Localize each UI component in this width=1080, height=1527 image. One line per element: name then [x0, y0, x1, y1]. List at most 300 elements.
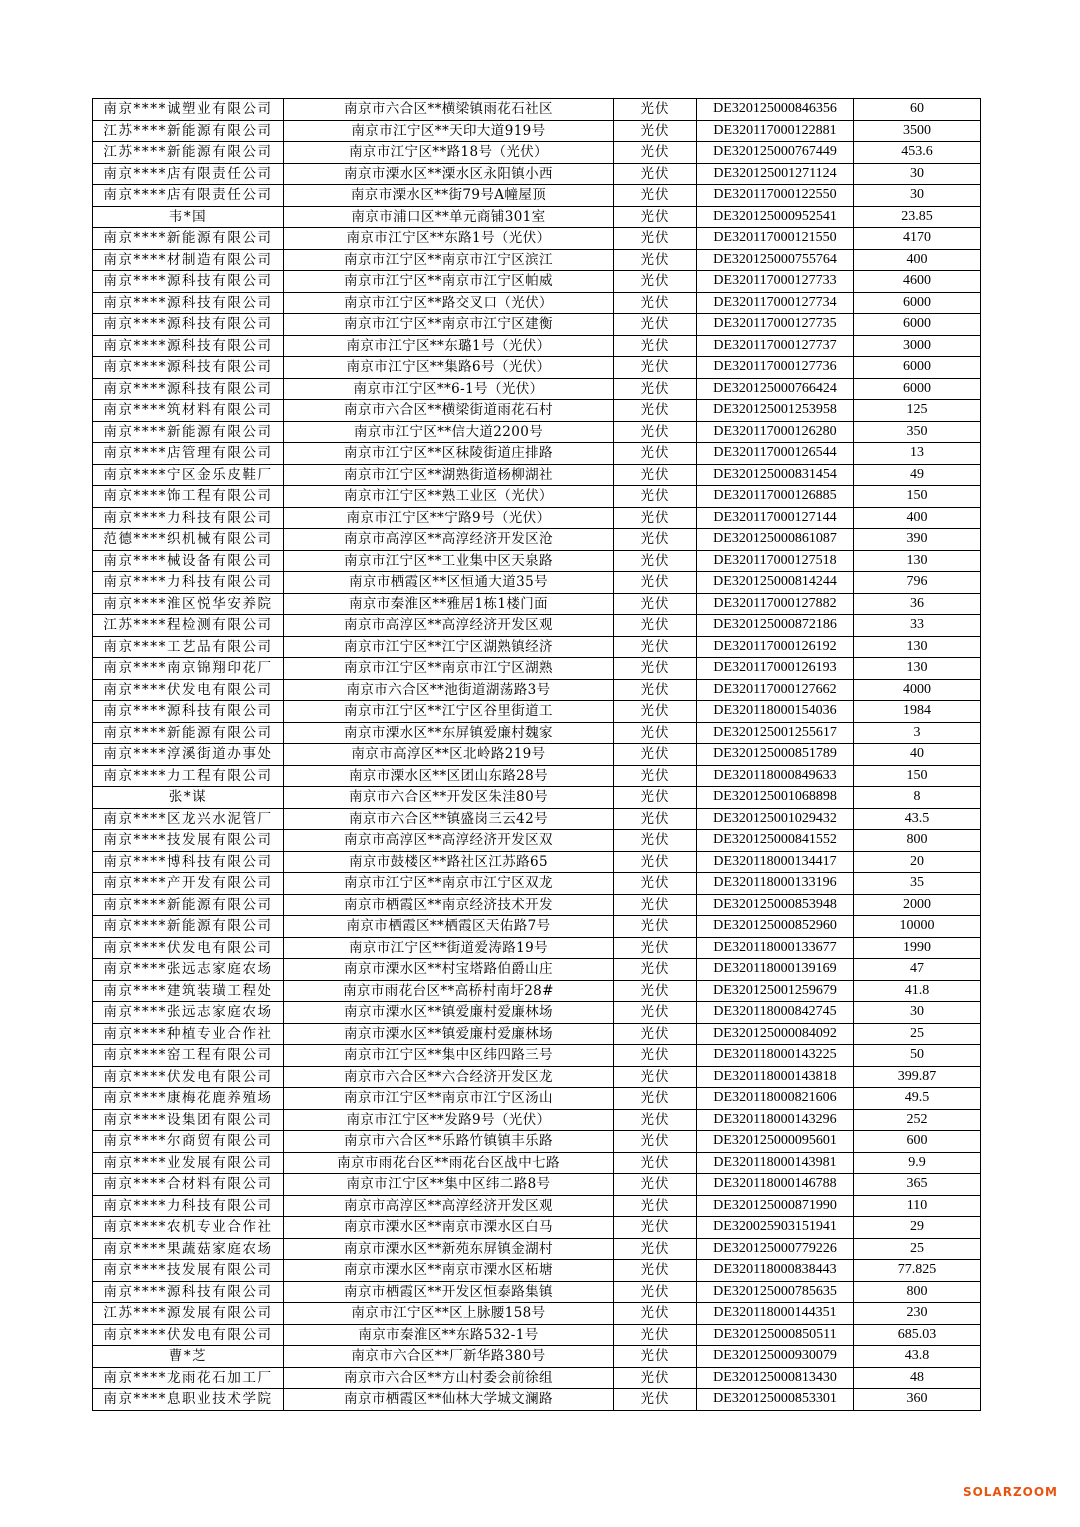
energy-type-cell: 光伏 [614, 894, 697, 916]
table-row [93, 1066, 981, 1088]
address-cell: 南京市高淳区**高淳经济开发区观 [284, 615, 614, 637]
energy-type-cell: 光伏 [614, 335, 697, 357]
owner-name-cell: 南京****店有限责任公司 [93, 163, 284, 185]
owner-name-cell: 南京****技发展有限公司 [93, 830, 284, 852]
owner-name-cell: 南京****店管理有限公司 [93, 443, 284, 465]
address-cell: 南京市雨花台区**雨花台区战中七路 [284, 1152, 614, 1174]
capacity-cell: 25 [854, 1238, 981, 1260]
owner-name-cell: 南京****区龙兴水泥管厂 [93, 808, 284, 830]
owner-name-cell: 江苏****源发展有限公司 [93, 1303, 284, 1325]
energy-type-cell: 光伏 [614, 701, 697, 723]
unit-id-cell: DE320125000785635 [697, 1281, 854, 1303]
unit-id-cell: DE320125000853948 [697, 894, 854, 916]
unit-id-cell: DE320118000134417 [697, 851, 854, 873]
unit-id-cell: DE320125000779226 [697, 1238, 854, 1260]
address-cell: 南京市六合区**乐路竹镇镇丰乐路 [284, 1131, 614, 1153]
capacity-cell: 25 [854, 1023, 981, 1045]
table-row [93, 1346, 981, 1368]
address-cell: 南京市六合区**开发区朱洼80号 [284, 787, 614, 809]
energy-type-cell: 光伏 [614, 314, 697, 336]
address-cell: 南京市高淳区**区北岭路219号 [284, 744, 614, 766]
address-cell: 南京市江宁区**东路1号（光伏） [284, 228, 614, 250]
address-cell: 南京市溧水区**镇爱廉村爱廉林场 [284, 1023, 614, 1045]
table-row [93, 271, 981, 293]
owner-name-cell: 南京****业发展有限公司 [93, 1152, 284, 1174]
energy-type-cell: 光伏 [614, 1131, 697, 1153]
owner-name-cell: 南京****新能源有限公司 [93, 228, 284, 250]
owner-name-cell: 南京****宁区金乐皮鞋厂 [93, 464, 284, 486]
table-row [93, 443, 981, 465]
unit-id-cell: DE320117000122881 [697, 120, 854, 142]
table-row [93, 593, 981, 615]
table-row [93, 400, 981, 422]
energy-type-cell: 光伏 [614, 1238, 697, 1260]
capacity-cell: 390 [854, 529, 981, 551]
address-cell: 南京市六合区**镇盛岗三云42号 [284, 808, 614, 830]
unit-id-cell: DE320025903151941 [697, 1217, 854, 1239]
address-cell: 南京市江宁区**南京市江宁区帕威 [284, 271, 614, 293]
table-row [93, 1324, 981, 1346]
energy-type-cell: 光伏 [614, 1367, 697, 1389]
table-row [93, 980, 981, 1002]
unit-id-cell: DE320117000127737 [697, 335, 854, 357]
capacity-cell: 23.85 [854, 206, 981, 228]
energy-type-cell: 光伏 [614, 744, 697, 766]
owner-name-cell: 南京****伏发电有限公司 [93, 1066, 284, 1088]
energy-type-cell: 光伏 [614, 529, 697, 551]
energy-type-cell: 光伏 [614, 206, 697, 228]
capacity-cell: 6000 [854, 292, 981, 314]
table-row [93, 292, 981, 314]
energy-type-cell: 光伏 [614, 787, 697, 809]
owner-name-cell: 南京****技发展有限公司 [93, 1260, 284, 1282]
address-cell: 南京市江宁区**区秣陵街道庄排路 [284, 443, 614, 465]
address-cell: 南京市栖霞区**栖霞区天佑路7号 [284, 916, 614, 938]
address-cell: 南京市江宁区**工业集中区天泉路 [284, 550, 614, 572]
address-cell: 南京市栖霞区**开发区恒泰路集镇 [284, 1281, 614, 1303]
address-cell: 南京市江宁区**区上脉腰158号 [284, 1303, 614, 1325]
energy-type-cell: 光伏 [614, 615, 697, 637]
table-row [93, 1152, 981, 1174]
unit-id-cell: DE320125000846356 [697, 99, 854, 121]
address-cell: 南京市江宁区**南京市江宁区滨江 [284, 249, 614, 271]
energy-type-cell: 光伏 [614, 421, 697, 443]
address-cell: 南京市高淳区**高淳经济开发区沧 [284, 529, 614, 551]
owner-name-cell: 南京****力工程有限公司 [93, 765, 284, 787]
capacity-cell: 800 [854, 1281, 981, 1303]
energy-type-cell: 光伏 [614, 808, 697, 830]
address-cell: 南京市江宁区**信大道2200号 [284, 421, 614, 443]
energy-type-cell: 光伏 [614, 1152, 697, 1174]
unit-id-cell: DE320125000952541 [697, 206, 854, 228]
energy-type-cell: 光伏 [614, 937, 697, 959]
address-cell: 南京市江宁区**东璐1号（光伏） [284, 335, 614, 357]
capacity-cell: 43.8 [854, 1346, 981, 1368]
owner-name-cell: 南京****尔商贸有限公司 [93, 1131, 284, 1153]
address-cell: 南京市江宁区**发路9号（光伏） [284, 1109, 614, 1131]
address-cell: 南京市江宁区**江宁区湖熟镇经济 [284, 636, 614, 658]
energy-type-cell: 光伏 [614, 851, 697, 873]
energy-type-cell: 光伏 [614, 679, 697, 701]
owner-name-cell: 南京****新能源有限公司 [93, 722, 284, 744]
table-row [93, 830, 981, 852]
capacity-cell: 150 [854, 765, 981, 787]
address-cell: 南京市栖霞区**仙林大学城文澜路 [284, 1389, 614, 1411]
capacity-cell: 130 [854, 636, 981, 658]
energy-type-cell: 光伏 [614, 120, 697, 142]
unit-id-cell: DE320118000821606 [697, 1088, 854, 1110]
owner-name-cell: 南京****种植专业合作社 [93, 1023, 284, 1045]
unit-id-cell: DE320125001255617 [697, 722, 854, 744]
table-body [93, 99, 981, 1411]
unit-id-cell: DE320125000095601 [697, 1131, 854, 1153]
energy-type-cell: 光伏 [614, 486, 697, 508]
energy-type-cell: 光伏 [614, 1174, 697, 1196]
unit-id-cell: DE320118000143296 [697, 1109, 854, 1131]
table-row [93, 335, 981, 357]
unit-id-cell: DE320118000849633 [697, 765, 854, 787]
table-row [93, 142, 981, 164]
address-cell: 南京市溧水区**南京市溧水区白马 [284, 1217, 614, 1239]
address-cell: 南京市江宁区**路交叉口（光伏） [284, 292, 614, 314]
table-row [93, 99, 981, 121]
unit-id-cell: DE320125000861087 [697, 529, 854, 551]
unit-id-cell: DE320125000813430 [697, 1367, 854, 1389]
owner-name-cell: 南京****源科技有限公司 [93, 335, 284, 357]
unit-id-cell: DE320117000127734 [697, 292, 854, 314]
capacity-cell: 48 [854, 1367, 981, 1389]
table-row [93, 529, 981, 551]
table-row [93, 1088, 981, 1110]
table-row [93, 1131, 981, 1153]
capacity-cell: 350 [854, 421, 981, 443]
table-row [93, 1195, 981, 1217]
capacity-cell: 4170 [854, 228, 981, 250]
address-cell: 南京市秦淮区**雅居1栋1楼门面 [284, 593, 614, 615]
capacity-cell: 3000 [854, 335, 981, 357]
capacity-cell: 43.5 [854, 808, 981, 830]
address-cell: 南京市浦口区**单元商铺301室 [284, 206, 614, 228]
table-row [93, 572, 981, 594]
table-row [93, 615, 981, 637]
energy-type-cell: 光伏 [614, 1281, 697, 1303]
energy-type-cell: 光伏 [614, 400, 697, 422]
address-cell: 南京市江宁区**宁路9号（光伏） [284, 507, 614, 529]
capacity-cell: 360 [854, 1389, 981, 1411]
address-cell: 南京市溧水区**区团山东路28号 [284, 765, 614, 787]
table-row [93, 249, 981, 271]
unit-id-cell: DE320117000127518 [697, 550, 854, 572]
table-row [93, 916, 981, 938]
address-cell: 南京市溧水区**镇爱廉村爱廉林场 [284, 1002, 614, 1024]
capacity-cell: 130 [854, 658, 981, 680]
capacity-cell: 685.03 [854, 1324, 981, 1346]
unit-id-cell: DE320118000838443 [697, 1260, 854, 1282]
table-row [93, 1281, 981, 1303]
capacity-cell: 453.6 [854, 142, 981, 164]
owner-name-cell: 南京****农机专业合作社 [93, 1217, 284, 1239]
owner-name-cell: 南京****源科技有限公司 [93, 701, 284, 723]
unit-id-cell: DE320117000127662 [697, 679, 854, 701]
capacity-cell: 29 [854, 1217, 981, 1239]
owner-name-cell: 南京****设集团有限公司 [93, 1109, 284, 1131]
unit-id-cell: DE320125000841552 [697, 830, 854, 852]
unit-id-cell: DE320117000121550 [697, 228, 854, 250]
energy-type-cell: 光伏 [614, 765, 697, 787]
unit-id-cell: DE320125000872186 [697, 615, 854, 637]
energy-type-cell: 光伏 [614, 1109, 697, 1131]
capacity-cell: 230 [854, 1303, 981, 1325]
energy-type-cell: 光伏 [614, 1088, 697, 1110]
energy-type-cell: 光伏 [614, 378, 697, 400]
generation-unit-table [92, 98, 981, 1411]
energy-type-cell: 光伏 [614, 572, 697, 594]
owner-name-cell: 南京****合材料有限公司 [93, 1174, 284, 1196]
address-cell: 南京市江宁区**江宁区谷里街道工 [284, 701, 614, 723]
capacity-cell: 125 [854, 400, 981, 422]
table-row [93, 1174, 981, 1196]
capacity-cell: 600 [854, 1131, 981, 1153]
address-cell: 南京市江宁区**南京市江宁区双龙 [284, 873, 614, 895]
owner-name-cell: 南京****淳溪街道办事处 [93, 744, 284, 766]
address-cell: 南京市溧水区**东屏镇爱廉村魏家 [284, 722, 614, 744]
owner-name-cell: 南京****龙雨花石加工厂 [93, 1367, 284, 1389]
energy-type-cell: 光伏 [614, 142, 697, 164]
energy-type-cell: 光伏 [614, 1002, 697, 1024]
unit-id-cell: DE320125000871990 [697, 1195, 854, 1217]
owner-name-cell: 南京****械设备有限公司 [93, 550, 284, 572]
capacity-cell: 110 [854, 1195, 981, 1217]
owner-name-cell: 南京****产开发有限公司 [93, 873, 284, 895]
address-cell: 南京市高淳区**高淳经济开发区观 [284, 1195, 614, 1217]
address-cell: 南京市溧水区**新苑东屏镇金湖村 [284, 1238, 614, 1260]
table-row [93, 1002, 981, 1024]
capacity-cell: 47 [854, 959, 981, 981]
unit-id-cell: DE320118000133196 [697, 873, 854, 895]
energy-type-cell: 光伏 [614, 658, 697, 680]
owner-name-cell: 南京****康梅花鹿养殖场 [93, 1088, 284, 1110]
energy-type-cell: 光伏 [614, 357, 697, 379]
capacity-cell: 4600 [854, 271, 981, 293]
owner-name-cell: 张*谋 [93, 787, 284, 809]
capacity-cell: 41.8 [854, 980, 981, 1002]
owner-name-cell: 南京****伏发电有限公司 [93, 679, 284, 701]
table-row [93, 486, 981, 508]
unit-id-cell: DE320118000154036 [697, 701, 854, 723]
unit-id-cell: DE320125001271124 [697, 163, 854, 185]
table-row [93, 507, 981, 529]
table-row [93, 1023, 981, 1045]
owner-name-cell: 南京****诚塑业有限公司 [93, 99, 284, 121]
unit-id-cell: DE320118000146788 [697, 1174, 854, 1196]
address-cell: 南京市六合区**六合经济开发区龙 [284, 1066, 614, 1088]
address-cell: 南京市江宁区**集路6号（光伏） [284, 357, 614, 379]
unit-id-cell: DE320125000755764 [697, 249, 854, 271]
unit-id-cell: DE320125000084092 [697, 1023, 854, 1045]
unit-id-cell: DE320117000126885 [697, 486, 854, 508]
address-cell: 南京市鼓楼区**路社区江苏路65 [284, 851, 614, 873]
table-row [93, 765, 981, 787]
unit-id-cell: DE320125001068898 [697, 787, 854, 809]
energy-type-cell: 光伏 [614, 980, 697, 1002]
table-row [93, 163, 981, 185]
unit-id-cell: DE320125001259679 [697, 980, 854, 1002]
table-row [93, 701, 981, 723]
owner-name-cell: 南京****建筑装璜工程处 [93, 980, 284, 1002]
owner-name-cell: 南京****果蔬菇家庭农场 [93, 1238, 284, 1260]
capacity-cell: 400 [854, 249, 981, 271]
capacity-cell: 6000 [854, 314, 981, 336]
table-row [93, 1045, 981, 1067]
unit-id-cell: DE320118000139169 [697, 959, 854, 981]
owner-name-cell: 江苏****程检测有限公司 [93, 615, 284, 637]
energy-type-cell: 光伏 [614, 1066, 697, 1088]
table-row [93, 1389, 981, 1411]
capacity-cell: 6000 [854, 357, 981, 379]
unit-id-cell: DE320117000127735 [697, 314, 854, 336]
address-cell: 南京市栖霞区**南京经济技术开发 [284, 894, 614, 916]
unit-id-cell: DE320125000850511 [697, 1324, 854, 1346]
owner-name-cell: 韦*国 [93, 206, 284, 228]
owner-name-cell: 南京****源科技有限公司 [93, 292, 284, 314]
unit-id-cell: DE320125000766424 [697, 378, 854, 400]
table-row [93, 314, 981, 336]
unit-id-cell: DE320125000767449 [697, 142, 854, 164]
capacity-cell: 365 [854, 1174, 981, 1196]
energy-type-cell: 光伏 [614, 185, 697, 207]
table-row [93, 1260, 981, 1282]
address-cell: 南京市江宁区**南京市江宁区建衡 [284, 314, 614, 336]
table-row [93, 185, 981, 207]
energy-type-cell: 光伏 [614, 550, 697, 572]
owner-name-cell: 南京****伏发电有限公司 [93, 1324, 284, 1346]
capacity-cell: 49 [854, 464, 981, 486]
unit-id-cell: DE320125000851789 [697, 744, 854, 766]
owner-name-cell: 曹*芝 [93, 1346, 284, 1368]
address-cell: 南京市江宁区**南京市江宁区汤山 [284, 1088, 614, 1110]
address-cell: 南京市江宁区**6-1号（光伏） [284, 378, 614, 400]
address-cell: 南京市六合区**厂新华路380号 [284, 1346, 614, 1368]
table-row [93, 851, 981, 873]
energy-type-cell: 光伏 [614, 228, 697, 250]
energy-type-cell: 光伏 [614, 1260, 697, 1282]
table-row [93, 873, 981, 895]
address-cell: 南京市江宁区**街道爱涛路19号 [284, 937, 614, 959]
address-cell: 南京市六合区**池街道湖荡路3号 [284, 679, 614, 701]
capacity-cell: 30 [854, 1002, 981, 1024]
energy-type-cell: 光伏 [614, 959, 697, 981]
unit-id-cell: DE320118000143981 [697, 1152, 854, 1174]
address-cell: 南京市秦淮区**东路532-1号 [284, 1324, 614, 1346]
unit-id-cell: DE320117000122550 [697, 185, 854, 207]
owner-name-cell: 南京****力科技有限公司 [93, 507, 284, 529]
unit-id-cell: DE320118000133677 [697, 937, 854, 959]
owner-name-cell: 南京****南京锦翔印花厂 [93, 658, 284, 680]
energy-type-cell: 光伏 [614, 1195, 697, 1217]
owner-name-cell: 南京****源科技有限公司 [93, 378, 284, 400]
table-row [93, 787, 981, 809]
energy-type-cell: 光伏 [614, 1303, 697, 1325]
capacity-cell: 20 [854, 851, 981, 873]
capacity-cell: 800 [854, 830, 981, 852]
owner-name-cell: 南京****源科技有限公司 [93, 314, 284, 336]
energy-type-cell: 光伏 [614, 249, 697, 271]
owner-name-cell: 南京****店有限责任公司 [93, 185, 284, 207]
owner-name-cell: 南京****博科技有限公司 [93, 851, 284, 873]
owner-name-cell: 南京****饰工程有限公司 [93, 486, 284, 508]
unit-id-cell: DE320117000126192 [697, 636, 854, 658]
owner-name-cell: 江苏****新能源有限公司 [93, 120, 284, 142]
capacity-cell: 399.87 [854, 1066, 981, 1088]
owner-name-cell: 南京****源科技有限公司 [93, 1281, 284, 1303]
table-row [93, 744, 981, 766]
unit-id-cell: DE320117000127882 [697, 593, 854, 615]
address-cell: 南京市六合区**横梁镇雨花石社区 [284, 99, 614, 121]
address-cell: 南京市江宁区**集中区纬二路8号 [284, 1174, 614, 1196]
unit-id-cell: DE320117000127733 [697, 271, 854, 293]
energy-type-cell: 光伏 [614, 593, 697, 615]
address-cell: 南京市六合区**横梁街道雨花石村 [284, 400, 614, 422]
owner-name-cell: 南京****伏发电有限公司 [93, 937, 284, 959]
energy-type-cell: 光伏 [614, 830, 697, 852]
unit-id-cell: DE320117000127736 [697, 357, 854, 379]
energy-type-cell: 光伏 [614, 292, 697, 314]
unit-id-cell: DE320118000842745 [697, 1002, 854, 1024]
capacity-cell: 4000 [854, 679, 981, 701]
address-cell: 南京市雨花台区**高桥村南圩28# [284, 980, 614, 1002]
unit-id-cell: DE320117000126193 [697, 658, 854, 680]
energy-type-cell: 光伏 [614, 507, 697, 529]
owner-name-cell: 南京****源科技有限公司 [93, 357, 284, 379]
table-row [93, 1217, 981, 1239]
address-cell: 南京市高淳区**高淳经济开发区双 [284, 830, 614, 852]
capacity-cell: 8 [854, 787, 981, 809]
owner-name-cell: 南京****力科技有限公司 [93, 572, 284, 594]
energy-type-cell: 光伏 [614, 464, 697, 486]
energy-type-cell: 光伏 [614, 443, 697, 465]
address-cell: 南京市江宁区**路18号（光伏） [284, 142, 614, 164]
unit-id-cell: DE320118000143225 [697, 1045, 854, 1067]
capacity-cell: 30 [854, 185, 981, 207]
energy-type-cell: 光伏 [614, 636, 697, 658]
unit-id-cell: DE320125000831454 [697, 464, 854, 486]
capacity-cell: 33 [854, 615, 981, 637]
table-row [93, 550, 981, 572]
owner-name-cell: 南京****窑工程有限公司 [93, 1045, 284, 1067]
table-row [93, 1367, 981, 1389]
owner-name-cell: 南京****息职业技术学院 [93, 1389, 284, 1411]
owner-name-cell: 南京****力科技有限公司 [93, 1195, 284, 1217]
capacity-cell: 130 [854, 550, 981, 572]
table-row [93, 1303, 981, 1325]
table-row [93, 357, 981, 379]
address-cell: 南京市溧水区**溧水区永阳镇小西 [284, 163, 614, 185]
energy-type-cell: 光伏 [614, 1389, 697, 1411]
table-row [93, 722, 981, 744]
unit-id-cell: DE320118000144351 [697, 1303, 854, 1325]
capacity-cell: 60 [854, 99, 981, 121]
table-row [93, 228, 981, 250]
owner-name-cell: 南京****淮区悦华安养院 [93, 593, 284, 615]
address-cell: 南京市六合区**方山村委会前徐组 [284, 1367, 614, 1389]
owner-name-cell: 南京****工艺品有限公司 [93, 636, 284, 658]
owner-name-cell: 南京****材制造有限公司 [93, 249, 284, 271]
capacity-cell: 150 [854, 486, 981, 508]
capacity-cell: 30 [854, 163, 981, 185]
table-row [93, 378, 981, 400]
energy-type-cell: 光伏 [614, 722, 697, 744]
table-row [93, 894, 981, 916]
